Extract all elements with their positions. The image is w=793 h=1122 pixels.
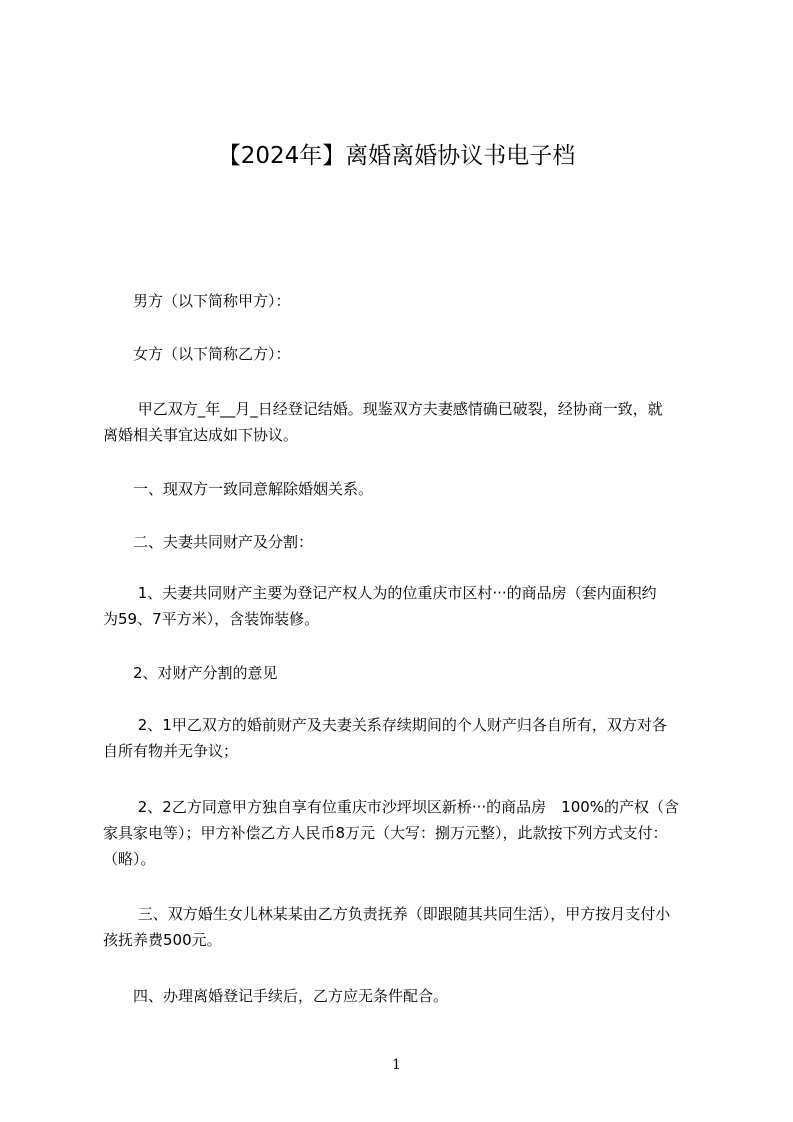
paragraph-line: 女方（以下简称乙方）： (103, 345, 291, 363)
paragraph-line: 甲乙双方_年__月_日经登记结婚。现鉴双方夫妻感情确已破裂，经协商一致，就 (103, 400, 663, 418)
paragraph-line: 三、双方婚生女儿林某某由乙方负责抚养（即跟随其共同生活），甲方按月支付小 (103, 905, 671, 923)
paragraph-clause-1 (103, 476, 713, 502)
paragraph-line: 二、夫妻共同财产及分割： (103, 533, 314, 551)
paragraph-male-party (103, 288, 713, 314)
paragraph-clause-2 (103, 529, 713, 555)
paragraph-line: 离婚相关事宜达成如下协议。 (103, 426, 299, 444)
paragraph-line: 四、办理离婚登记手续后，乙方应无条件配合。 (103, 987, 449, 1005)
paragraph-clause-2-2 (103, 660, 713, 686)
paragraph-line: 家具家电等）；甲方补偿乙方人民币8万元（大写：捌万元整），此款按下列方式支付： (103, 824, 668, 842)
paragraph-line: 一、现双方一致同意解除婚姻关系。 (103, 480, 374, 498)
paragraph-clause-2-2-2 (103, 794, 713, 872)
paragraph-line: 男方（以下简称甲方）： (103, 292, 291, 310)
paragraph-clause-4 (103, 983, 713, 1009)
paragraph-clause-3 (103, 901, 713, 953)
paragraph-line: 2、1甲乙双方的婚前财产及夫妻关系存续期间的个人财产归各自所有，双方对各 (103, 716, 667, 734)
paragraph-line: 1、夫妻共同财产主要为登记产权人为的位重庆市区村···的商品房（套内面积约 (103, 584, 657, 602)
paragraph-clause-2-1 (103, 580, 713, 632)
paragraph-line: 为59、7平方米），含装饰装修。 (103, 610, 320, 628)
page-number: 1 (392, 1057, 401, 1073)
paragraph-marriage-registration (103, 396, 713, 448)
paragraph-line: 孩抚养费500元。 (103, 931, 222, 949)
paragraph-line: （略）。 (103, 850, 156, 868)
paragraph-line: 自所有物并无争议； (103, 742, 239, 760)
paragraph-clause-2-2-1 (103, 712, 713, 764)
paragraph-female-party (103, 341, 713, 367)
document-title: 【2024年】离婚离婚协议书电子档 (217, 143, 576, 169)
paragraph-line: 2、对财产分割的意见 (103, 664, 278, 682)
paragraph-line: 2、2乙方同意甲方独自享有位重庆市沙坪坝区新桥···的商品房 100%的产权（含 (103, 798, 680, 816)
